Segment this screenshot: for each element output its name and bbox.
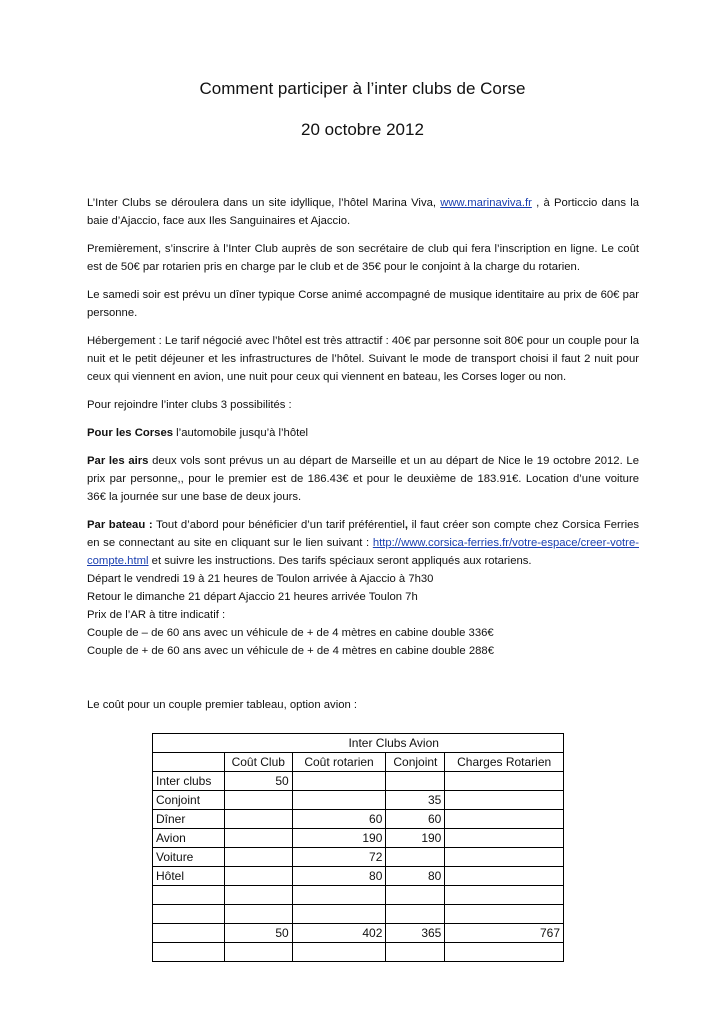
- bateau-paragraph: [87, 516, 639, 660]
- table-cell: [224, 810, 292, 829]
- airs-paragraph: [87, 452, 639, 506]
- table-cell: Dîner: [153, 810, 225, 829]
- marinaviva-link[interactable]: www.marinaviva.fr: [440, 197, 532, 209]
- table-cell: [224, 867, 292, 886]
- table-title-spacer: [153, 734, 225, 753]
- table-cell: [153, 886, 225, 905]
- bateau-line: Départ le vendredi 19 à 21 heures de Toulon arrivée à Ajaccio à 7h30: [87, 573, 434, 585]
- table-cell: 72: [292, 848, 386, 867]
- table-row: [153, 905, 564, 924]
- table-cell: 80: [386, 867, 445, 886]
- table-cell: Conjoint: [153, 791, 225, 810]
- intro-paragraph: [87, 194, 639, 230]
- page-title: Comment participer à l’inter clubs de Corse: [199, 79, 526, 98]
- bateau-line: Couple de + de 60 ans avec un véhicule de + de 4 mètres en cabine double 288€: [87, 645, 494, 657]
- inscription-paragraph: Premièrement, s’inscrire à l’Inter Club auprès de son secrétaire de club qui fera l’inscription en ligne. Le coût est de 50€ par rotarien pris en charge par le club et de 35€ pour le conjoint à la charge du rotarien.: [87, 243, 639, 273]
- table-row: [153, 848, 564, 867]
- document-body: [87, 194, 639, 724]
- table-cell: [224, 829, 292, 848]
- table-cell: 190: [292, 829, 386, 848]
- table-cell: [224, 943, 292, 962]
- table-row: [153, 772, 564, 791]
- table-cell: [386, 943, 445, 962]
- cout-paragraph: Le coût pour un couple premier tableau, option avion :: [87, 699, 358, 711]
- airs-text: deux vols sont prévus un au départ de Marseille et un au départ de Nice le 19 octobre 2012. Le prix par personne,, pour le premier est de 186.43€ et pour le deuxième de 183.91€. Location d’une voiture 36€ la journée sur une base de deux jours.: [87, 455, 639, 503]
- table-cell: [292, 905, 386, 924]
- table-row: [153, 810, 564, 829]
- table-row: [153, 886, 564, 905]
- bateau-label: Par bateau :: [87, 519, 153, 531]
- table-cell: [153, 943, 225, 962]
- intro-text: L’Inter Clubs se déroulera dans un site idyllique, l’hôtel Marina Viva,: [87, 197, 441, 209]
- table-cell: [224, 886, 292, 905]
- table-header-cell: Coût Club: [224, 753, 292, 772]
- table-cell: [445, 886, 564, 905]
- cost-table: [152, 733, 564, 962]
- table-cell: 60: [386, 810, 445, 829]
- table-cell: 80: [292, 867, 386, 886]
- table-cell: [445, 810, 564, 829]
- table-cell: [445, 905, 564, 924]
- table-cell: Avion: [153, 829, 225, 848]
- table-cell: [445, 829, 564, 848]
- possibilites-paragraph: Pour rejoindre l’inter clubs 3 possibilités :: [87, 399, 292, 411]
- bateau-text-2: il faut créer son compte chez Corsica Ferries en se connectant au site en cliquant sur le lien suivant :: [87, 519, 640, 549]
- table-cell: 60: [292, 810, 386, 829]
- bateau-line: Couple de – de 60 ans avec un véhicule de + de 4 mètres en cabine double 336€: [87, 627, 494, 639]
- corses-text: l’automobile jusqu’à l’hôtel: [173, 427, 309, 439]
- spacer: [87, 670, 639, 696]
- table-cell: [153, 905, 225, 924]
- table-header-cell: [153, 753, 225, 772]
- table-cell: [292, 886, 386, 905]
- table-header-cell: Coût rotarien: [292, 753, 386, 772]
- table-row: [153, 829, 564, 848]
- table-cell: 402: [292, 924, 386, 943]
- corsica-ferries-link[interactable]: http://www.corsica-ferries.fr/votre-espace/creer-votre-compte.html: [87, 537, 639, 567]
- page-date: 20 octobre 2012: [301, 120, 424, 139]
- table-cell: Voiture: [153, 848, 225, 867]
- table-cell: [386, 772, 445, 791]
- airs-label: Par les airs: [87, 455, 149, 467]
- table-cell: [292, 791, 386, 810]
- table-row: [153, 943, 564, 962]
- intro-text-end: , à Porticcio dans la baie d’Ajaccio, face aux Iles Sanguinaires et Ajaccio.: [87, 197, 639, 227]
- table-row: [153, 924, 564, 943]
- table-cell: [153, 924, 225, 943]
- table-cell: [445, 772, 564, 791]
- table-cell: [386, 848, 445, 867]
- bateau-text: Tout d’abord pour bénéficier d’un tarif préférentiel: [152, 519, 405, 531]
- hebergement-paragraph: Hébergement : Le tarif négocié avec l’hôtel est très attractif : 40€ par personne soit 80€ pour un couple pour la nuit et le petit déjeuner et les infrastructures de l’hôtel. Suivant le mode de transport choisi il faut 2 nuit pour ceux qui viennent en avion, une nuit pour ceux qui viennent en bateau, les Corses loger ou non.: [87, 335, 639, 383]
- table-cell: [445, 943, 564, 962]
- corses-label: Pour les Corses: [87, 427, 174, 439]
- corses-paragraph: [87, 424, 639, 442]
- table-header-row: [153, 753, 564, 772]
- table-cell: 365: [386, 924, 445, 943]
- table-cell: [292, 943, 386, 962]
- bateau-line: Retour le dimanche 21 départ Ajaccio 21 heures arrivée Toulon 7h: [87, 591, 418, 603]
- table-cell: [292, 772, 386, 791]
- table-cell: [445, 848, 564, 867]
- table-title: Inter Clubs Avion: [224, 734, 563, 753]
- table-cell: 767: [445, 924, 564, 943]
- table-cell: [445, 791, 564, 810]
- table-cell: Inter clubs: [153, 772, 225, 791]
- table-cell: [224, 791, 292, 810]
- table-cell: [224, 848, 292, 867]
- table-cell: [445, 867, 564, 886]
- bateau-text-3: et suivre les instructions. Des tarifs spéciaux seront appliqués aux rotariens.: [148, 555, 532, 567]
- bateau-line: Prix de l’AR à titre indicatif :: [87, 609, 226, 621]
- table-row: [153, 791, 564, 810]
- table-row: [153, 867, 564, 886]
- table-header-cell: Conjoint: [386, 753, 445, 772]
- table-cell: Hôtel: [153, 867, 225, 886]
- table-header-cell: Charges Rotarien: [445, 753, 564, 772]
- bateau-comma: ,: [404, 519, 409, 531]
- table-cell: 190: [386, 829, 445, 848]
- table-cell: [386, 905, 445, 924]
- table-cell: 50: [224, 924, 292, 943]
- table-cell: [386, 886, 445, 905]
- table-cell: [224, 905, 292, 924]
- table-cell: 50: [224, 772, 292, 791]
- table-cell: 35: [386, 791, 445, 810]
- diner-paragraph: Le samedi soir est prévu un dîner typique Corse animé accompagné de musique identitaire au prix de 60€ par personne.: [87, 289, 639, 319]
